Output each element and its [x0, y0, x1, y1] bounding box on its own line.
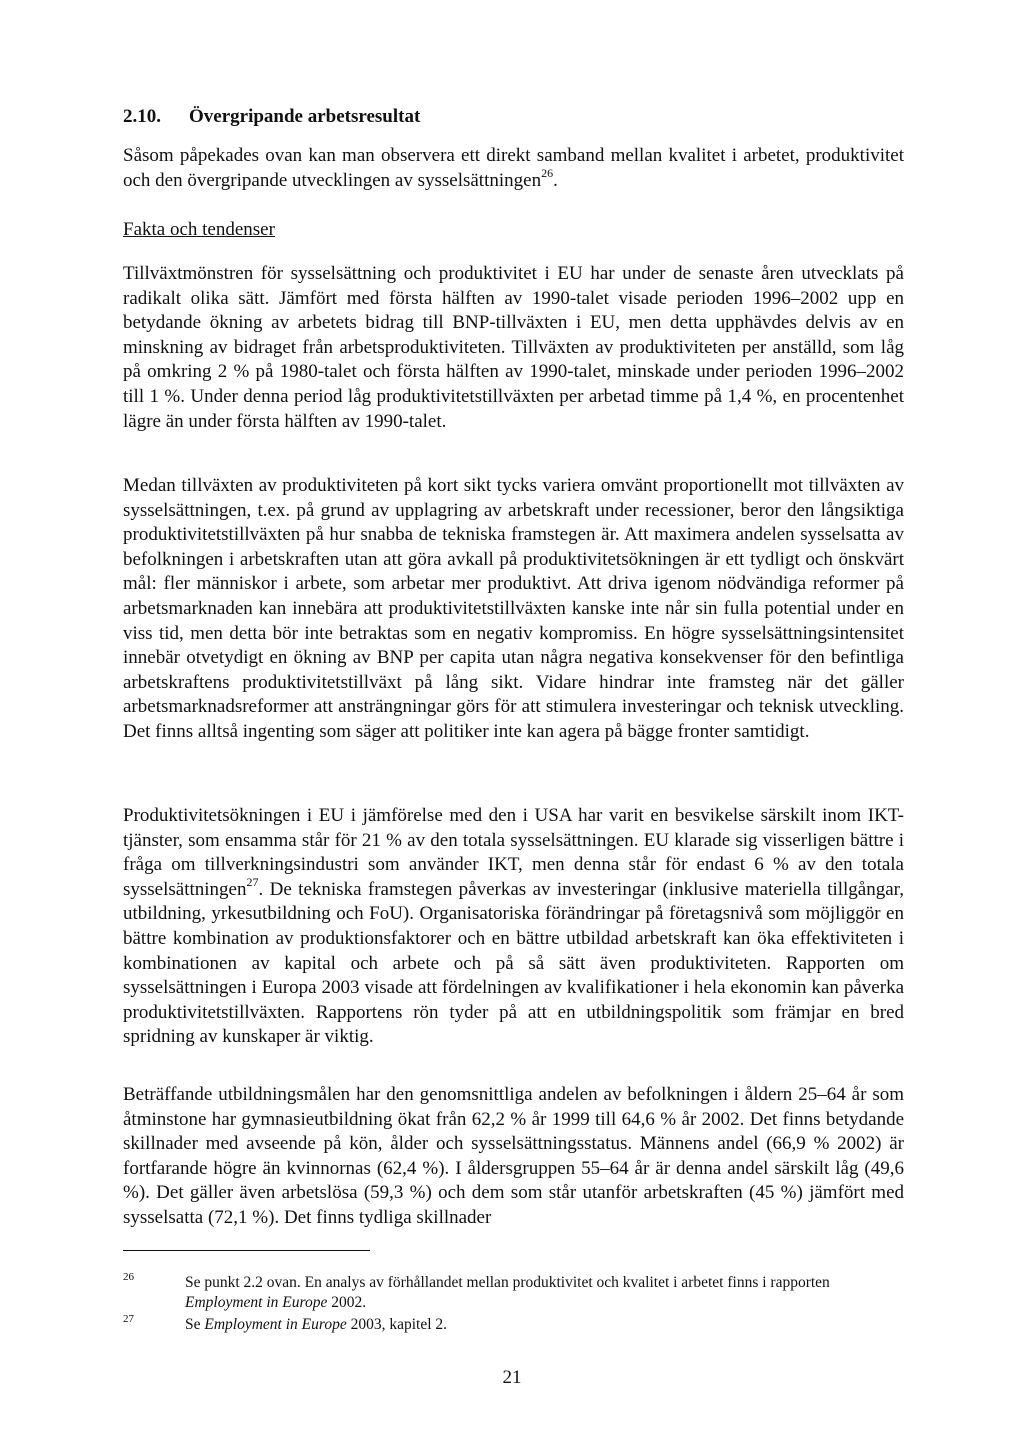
intro-text: Såsom påpekades ovan kan man observera ett direkt samband mellan kvalitet i arbetet, produktivitet och den övergripande utvecklingen av sysselsättningen: [123, 145, 904, 191]
paragraph-3: [123, 804, 904, 1050]
footnote-26-italic: Employment in Europe: [185, 1294, 328, 1311]
footnote-26: [123, 1273, 904, 1313]
section-title: Övergripande arbetsresultat: [189, 106, 421, 127]
page-number: 21: [502, 1367, 522, 1388]
footnote-26-mark: 26: [123, 1271, 134, 1283]
intro-paragraph: [123, 144, 904, 193]
paragraph-4: [123, 1083, 904, 1231]
section-number: 2.10.: [123, 106, 161, 127]
paragraph-3-start: Produktivitetsökningen i EU i jämförelse med den i USA har varit en besvikelse särskilt inom IKT-tjänster, som ensamma står för 21 % av den totala sysselsättningen. EU klarade sig visserligen bättre i fråga om tillverkningsindustri som använder IKT, men denna står för endast 6 % av den totala sysselsättningen: [123, 805, 904, 900]
intro-end: .: [553, 169, 558, 191]
paragraph-2-text: Medan tillväxten av produktiviteten på kort sikt tycks variera omvänt proportionellt mot tillväxten av sysselsättningen, t.ex. på grund av upplagring av arbetskraft under recessioner, beror den långsiktiga produktivitetstillväxten på hur snabba de tekniska framstegen är. Att maximera andelen sysselsatta av befolkningen i arbetskraften utan att göra avkall på produktivitetsökningen är ett tydligt och önskvärt mål: fler människor i arbete, som arbetar mer produktivt. Att driva igenom nödvändiga reformer på arbetsmarknaden kan innebära att produktivitetstillväxten kanske inte når sin fulla potential under en viss tid, men detta bör inte betraktas som en negativ kompromiss. En högre sysselsättningsintensitet innebär otvetydigt en ökning av BNP per capita utan några negativa konsekvenser för den befintliga arbetskraftens produktivitetstillväxt på lång sikt. Vidare hindrar inte framsteg när det gäller arbetsmarknadsreformer att ansträngningar görs för att stimulera investeringar och teknisk utveckling. Det finns alltså ingenting som säger att politiker inte kan agera på bägge fronter samtidigt.: [123, 475, 904, 742]
section-heading: [123, 104, 420, 130]
paragraph-2: [123, 474, 904, 745]
footnote-27-mark: 27: [123, 1313, 134, 1325]
paragraph-1: [123, 262, 904, 434]
footnote-ref-26[interactable]: 26: [541, 165, 554, 180]
footnote-27-italic: Employment in Europe: [204, 1316, 347, 1333]
footnote-26-end: 2002.: [327, 1294, 367, 1311]
footnote-27-pre: Se: [185, 1316, 205, 1333]
paragraph-4-text: Beträffande utbildningsmålen har den genomsnittliga andelen av befolkningen i åldern 25–64 år som åtminstone har gymnasieutbildning ökat från 62,2 % år 1999 till 64,6 % år 2002. Det finns betydande skillnader med avseende på kön, ålder och sysselsättningsstatus. Männens andel (66,9 % 2002) är fortfarande högre än kvinnornas (62,4 %). I åldersgruppen 55–64 år är denna andel särskilt låg (49,6 %). Det gäller även arbetslösa (59,3 %) och dem som står utanför arbetskraften (45 %) jämfört med sysselsatta (72,1 %). Det finns tydliga skillnader: [123, 1084, 904, 1228]
paragraph-1-text: Tillväxtmönstren för sysselsättning och produktivitet i EU har under de senaste åren utvecklats på radikalt olika sätt. Jämfört med första hälften av 1990-talet visade perioden 1996–2002 upp en betydande ökning av arbetets bidrag till BNP-tillväxten i EU, men detta upphävdes delvis av en minskning av bidraget från arbetsproduktiviteten. Tillväxten av produktiviteten per anställd, som låg på omkring 2 % på 1980-talet och första hälften av 1990-talet, minskade under perioden 1996–2002 till 1 %. Under denna period låg produktivitetstillväxten per arbetad timme på 1,4 %, en procentenhet lägre än under första hälften av 1990-talet.: [123, 263, 904, 432]
footnote-separator: [123, 1250, 370, 1251]
subheading-fakta: Fakta och tendenser: [123, 219, 275, 240]
footnote-ref-27[interactable]: 27: [246, 874, 259, 889]
footnote-27-end: 2003, kapitel 2.: [346, 1316, 448, 1333]
footnote-27: [123, 1315, 904, 1335]
footnote-26-text: Se punkt 2.2 ovan. En analys av förhållandet mellan produktivitet och kvalitet i arbetet finns i rapporten: [185, 1274, 830, 1291]
paragraph-3-end: . De tekniska framstegen påverkas av investeringar (inklusive materiella tillgångar, utbildning, yrkesutbildning och FoU). Organisatoriska förändringar på företagsnivå som möjliggör en bättre kombination av produktionsfaktorer och en bättre utbildad arbetskraft kan öka effektiviteten i kombinationen av kapital och arbete och på så sätt även produktiviteten. Rapporten om sysselsättningen i Europa 2003 visade att fördelningen av kvalifikationer i hela ekonomin kan påverka produktivitetstillväxten. Rapportens rön tyder på att en utbildningspolitik som främjar en bred spridning av kunskaper är viktig.: [123, 878, 904, 1048]
